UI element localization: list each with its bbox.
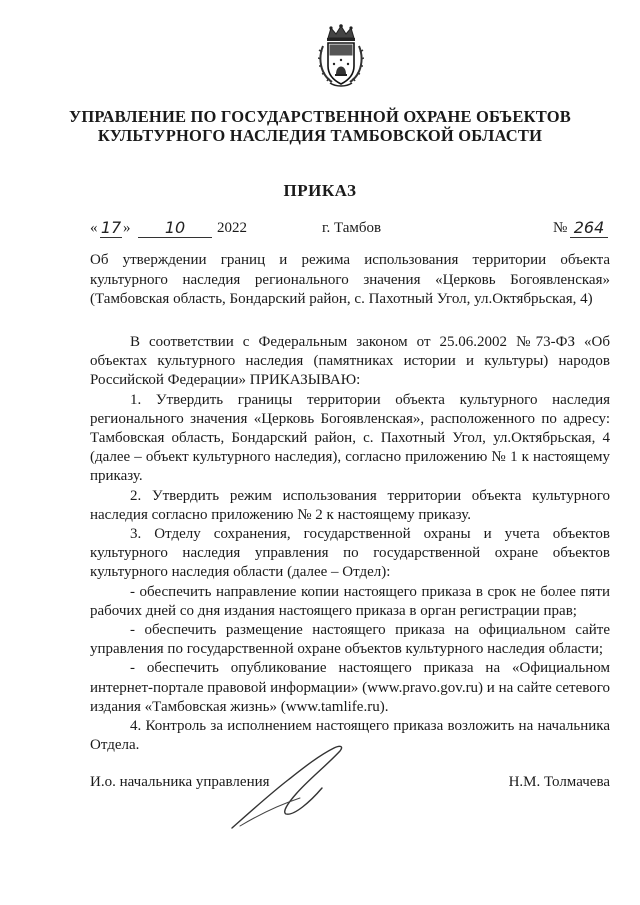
signatory-name: Н.М. Толмачева xyxy=(508,774,610,790)
date-close-quote: » xyxy=(123,220,131,236)
date-number-row xyxy=(90,218,610,242)
item-3a-paragraph: - обеспечить направление копии настоящего приказа в срок не более пяти рабочих дней со дня издания настоящего приказа в орган регистрации прав; xyxy=(90,583,610,619)
signature-row xyxy=(90,774,610,798)
item-4-paragraph: 4. Контроль за исполнением настоящего приказа возложить на начальника Отдела. xyxy=(90,718,610,754)
document-title: ПРИКАЗ xyxy=(283,181,357,200)
agency-name-line1: УПРАВЛЕНИЕ ПО ГОСУДАРСТВЕННОЙ ОХРАНЕ ОБЪЕКТОВ xyxy=(69,107,571,126)
date-day: 17 xyxy=(100,218,122,237)
number-prefix: № xyxy=(553,220,568,236)
document-number: 264 xyxy=(570,218,608,238)
preamble-paragraph: В соответствии с Федеральным законом от 25.06.2002 №73-ФЗ «Об объектах культурного наследия (памятниках истории и культуры) народов Российской Федерации» ПРИКАЗЫВАЮ: xyxy=(90,334,610,389)
agency-name xyxy=(60,107,580,145)
tambov-coat-of-arms-icon xyxy=(318,24,364,88)
date-year: 2022 xyxy=(217,220,247,236)
date-month: 10 xyxy=(138,218,212,238)
item-3-paragraph: 3. Отделу сохранения, государственной охраны и учета объектов культурного наследия управления по государственной охране объектов культурного наследия области (далее – Отдел): xyxy=(90,526,610,581)
item-2-paragraph: 2. Утвердить режим использования территории объекта культурного наследия согласно приложению № 2 к настоящему приказу. xyxy=(90,487,610,523)
signatory-position: И.о. начальника управления xyxy=(90,774,270,790)
item-1-paragraph: 1. Утвердить границы территории объекта культурного наследия регионального значения «Церковь Богоявленская», расположенного по адресу: Тамбовская область, Бондарский район, с. Пахотный Угол, ул.Октябрьская, 4 (далее – объект культурного наследия), согласно приложению № 1 к настоящему приказу. xyxy=(90,391,610,485)
item-3b-paragraph: - обеспечить размещение настоящего приказа на официальном сайте управления по государственной охране объектов культурного наследия области; xyxy=(90,622,610,658)
item-3c-paragraph: - обеспечить опубликование настоящего приказа на «Официальном интернет-портале правовой информации» (www.pravo.gov.ru) и на сайте сетевого издания «Тамбовская жизнь» (www.tamlife.ru). xyxy=(90,660,610,715)
agency-name-line2: КУЛЬТУРНОГО НАСЛЕДИЯ ТАМБОВСКОЙ ОБЛАСТИ xyxy=(97,126,543,145)
city: г. Тамбов xyxy=(322,220,382,236)
order-subject: Об утверждении границ и режима использования территории объекта культурного наследия регионального значения «Церковь Богоявленская» (Тамбовская область, Бондарский район, с. Пахотный Угол, ул.Октябрьская, 4) xyxy=(90,252,610,307)
date-open-quote: « xyxy=(90,220,98,236)
order-body xyxy=(90,333,610,755)
